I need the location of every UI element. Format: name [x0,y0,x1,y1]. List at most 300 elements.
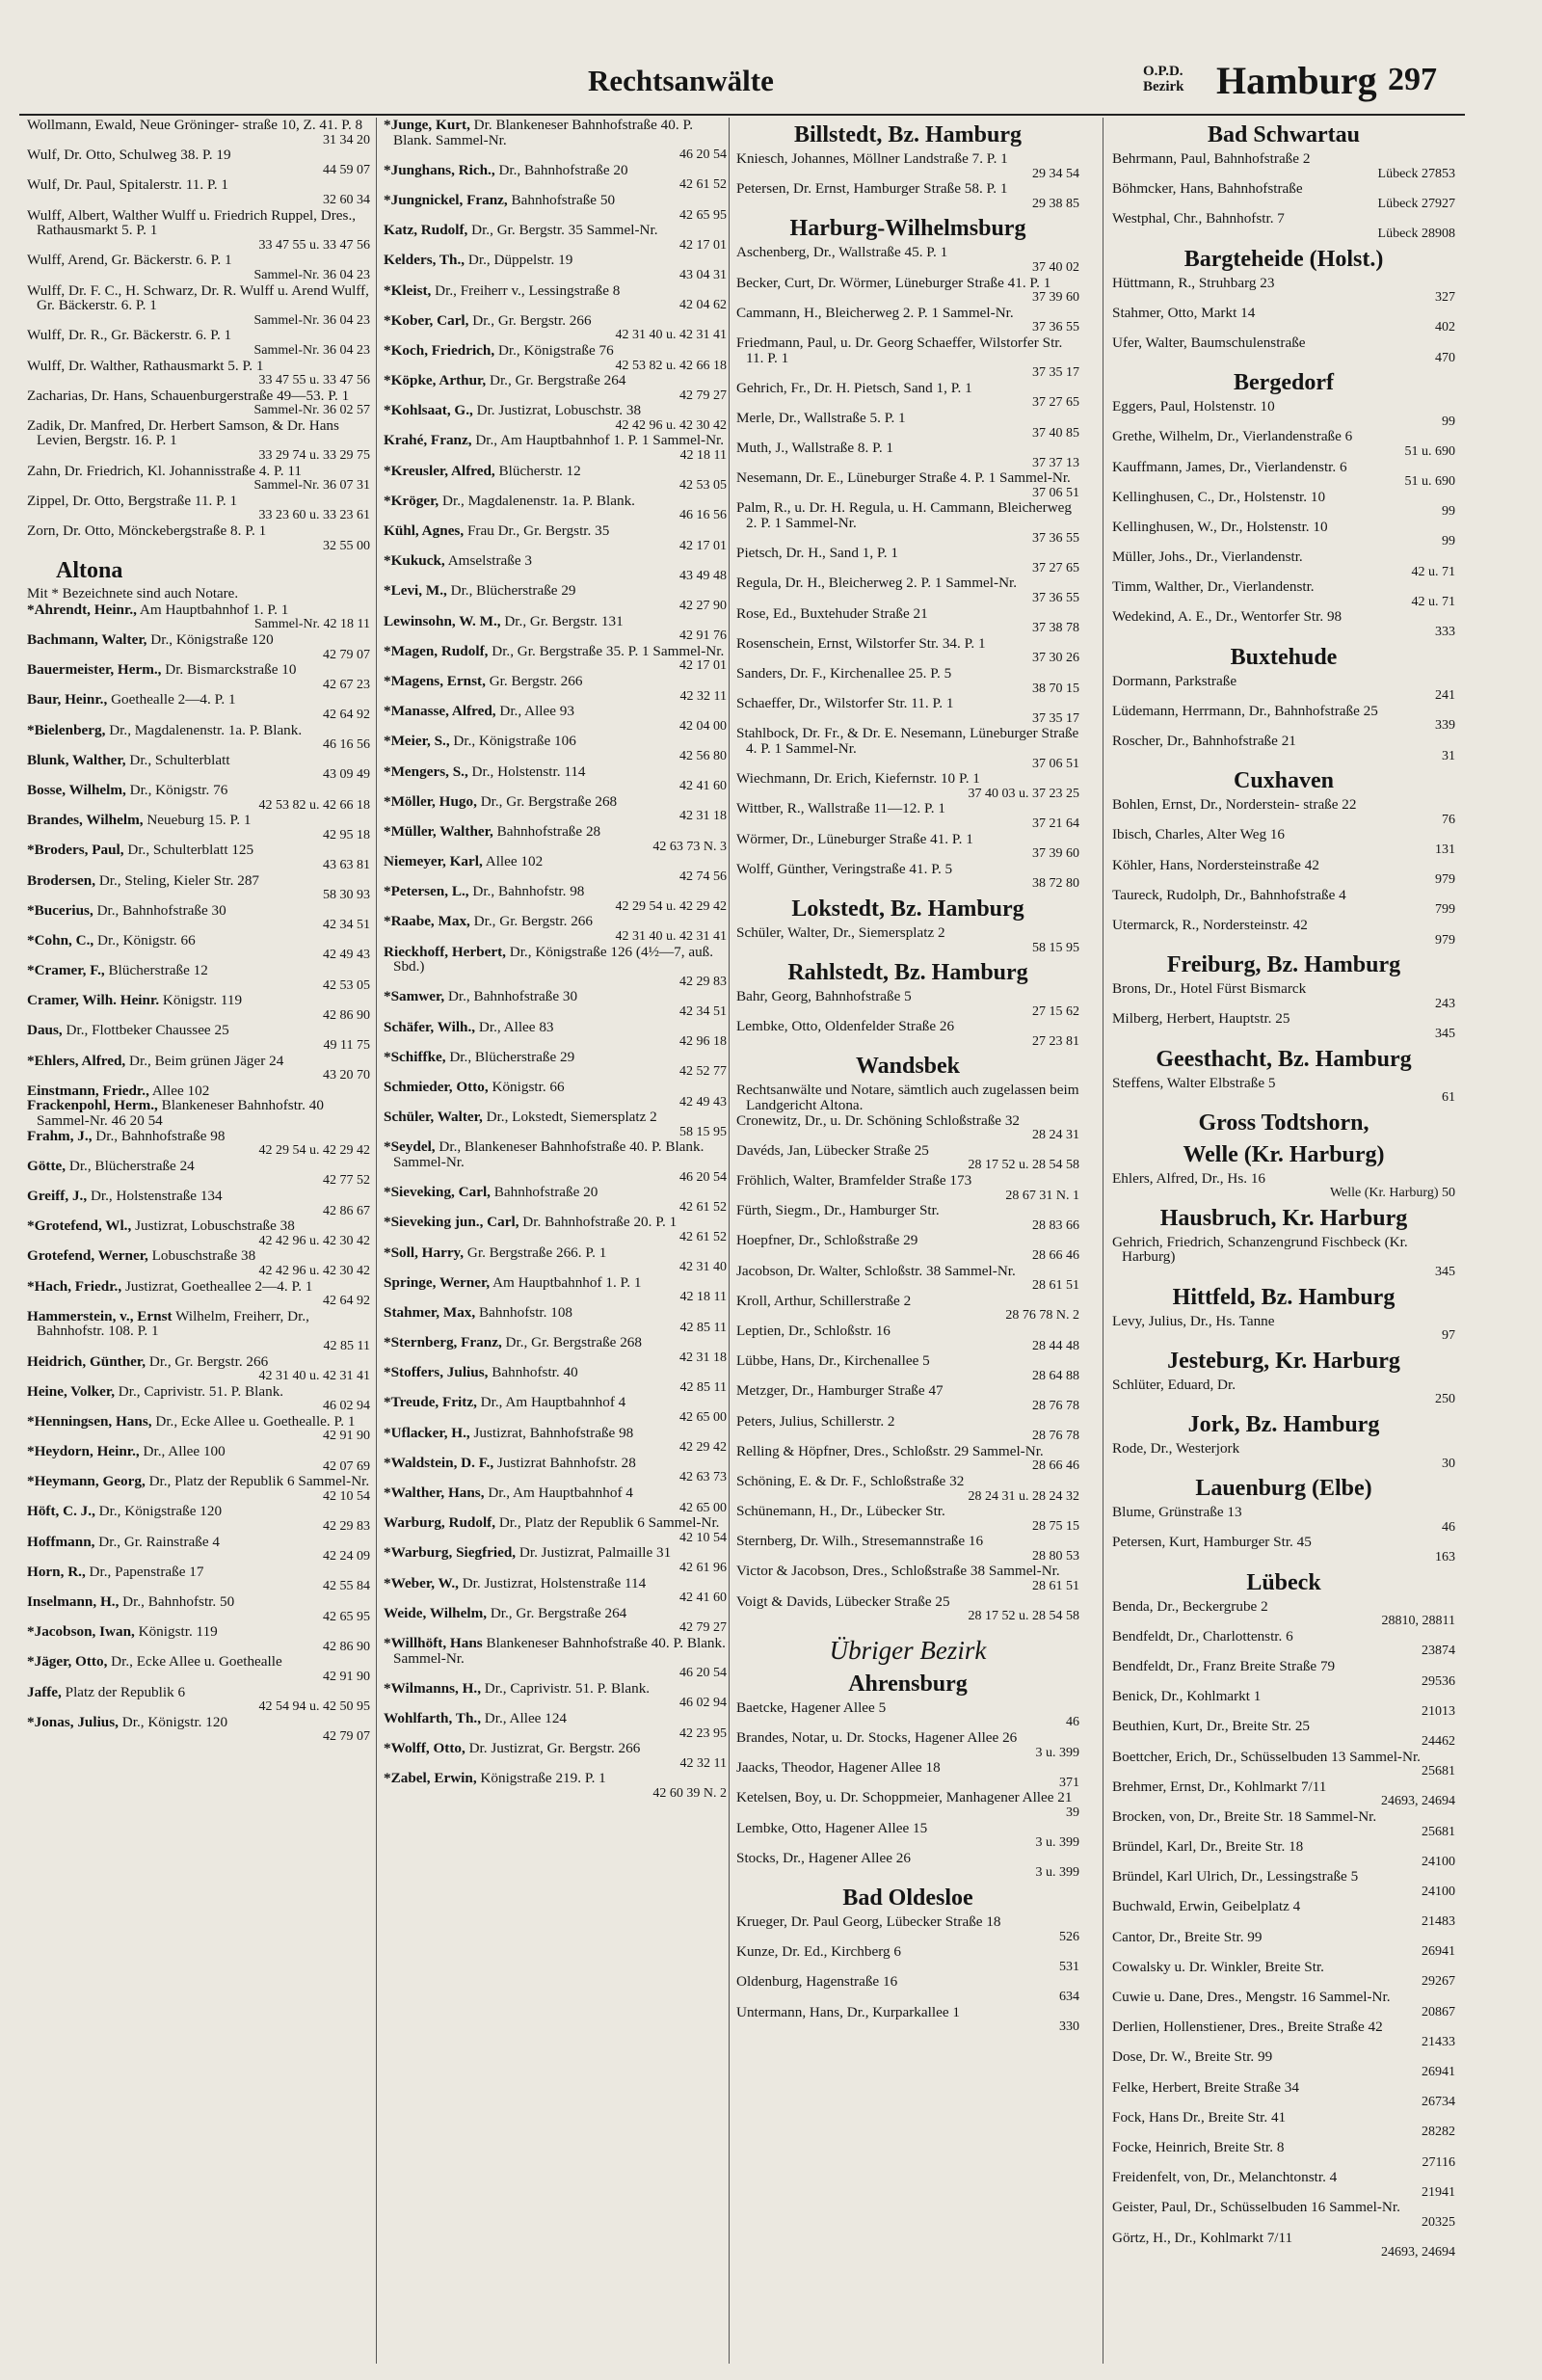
directory-entry [736,1504,1079,1534]
phone-number: 42 31 18 [679,1350,727,1365]
directory-entry [384,1681,727,1711]
entry-name: *Sieveking jun., Carl, [384,1214,519,1231]
phone-number: 42 61 52 [679,1229,727,1244]
entry-text: Hoepfner, Dr., Schloßstraße 29 [736,1232,918,1249]
entry-address: Blankeneser Bahnhofstraße 40. P. Blank. Sammel-Nr. [393,117,694,148]
phone-number: 61 [1442,1090,1455,1106]
entry-text: Stahlbock, Dr. Fr., & Dr. E. Nesemann, Lüneburger Straße 4. P. 1 [736,725,1079,757]
entry-text: Dr., Königstraße 120 [150,631,274,648]
entry-text: Behrmann, Paul, Bahnhofstraße 2 [1112,150,1311,167]
directory-entry [27,494,370,523]
phone-number: 29267 [1422,1974,1455,1990]
entry-address: P. Blank. [582,492,635,509]
directory-entry [736,151,1079,181]
entry-text: Brandes, Notar, u. Dr. Stocks, Hagener Allee 26 [736,1729,1018,1747]
entry-name: Greiff, J., [27,1187,88,1204]
phone-number: 42 63 73 N. 3 [652,839,727,854]
phone-number: 42 18 11 [679,1290,727,1305]
entry-address: P. 1 [932,695,954,712]
entry-text: Görtz, H., Dr., Kohlmarkt 7/11 [1112,2229,1293,2246]
directory-entry [736,862,1079,892]
entry-address: Wulff u. Arend Wulff, Gr. Bäckerstr. 6. P. 1 [37,281,369,314]
entry-text: Nesemann, Dr. E., Lüneburger Straße [736,469,957,487]
entry-text: Rechtsanwälte und Notare, sämtlich auch zugelassen beim Landgericht Altona. [736,1082,1079,1114]
directory-entry [1112,797,1455,827]
directory-entry [27,1594,370,1624]
phone-number: 42 85 11 [679,1379,727,1395]
phone-number: 42 91 90 [323,1669,370,1684]
entry-text: Bründel, Karl, Dr., Breite Str. 18 [1112,1838,1304,1856]
entry-text: Lüdemann, Herrmann, Dr., Bahnhofstraße 25 [1112,702,1378,719]
entry-text: Ibisch, Charles, Alter Weg 16 [1112,826,1286,843]
section-heading: Hausbruch, Kr. Harburg [1159,1205,1408,1231]
phone-number: 250 [1435,1392,1455,1407]
entry-text: Dr., Steling, Kieler [98,871,210,889]
entry-text: Friedmann, Paul, u. Dr. Georg Schaeffer, Wilstorfer Str. 11. P. 1 [736,334,1063,366]
directory-entry [736,832,1079,862]
entry-text: Blücherstraße 12 [108,962,208,979]
entry-text: Dr., Allee 83 [478,1018,554,1035]
phone-number: 42 31 40 [679,1260,727,1275]
entry-address: P. 5 [931,860,953,877]
directory-entry [27,1189,370,1218]
entry-name: Horn, R., [27,1563,86,1580]
entry-text: Kroll, Arthur, Schillerstraße 2 [736,1292,912,1309]
directory-entry [27,418,370,464]
entry-text: Dr., Bahnhofstraße 20 [498,161,628,178]
entry-name: Daus, [27,1022,63,1039]
entry-address: Sammel-Nr. [988,1563,1060,1580]
entry-name: Höft, C. J., [27,1503,95,1520]
entry-text: Regula, Dr. H., Bleicherweg 2. P. 1 [736,575,943,592]
directory-entry [27,1654,370,1684]
directory-entry [1112,1599,1455,1629]
directory-entry [1112,609,1455,639]
directory-entry [1112,335,1455,365]
entry-text: Zacharias, Dr. Hans, Schauenburgerstraße 49—53. P. 1 [27,387,350,404]
entry-name: Wohlfarth, Th., [384,1709,481,1726]
entry-text: Blankeneser [161,1097,234,1114]
entry-name: Stahmer, Max, [384,1303,476,1321]
directory-entry [736,1294,1079,1324]
entry-text: Freidenfelt, von, Dr., Melanchtonstr. 4 [1112,2169,1338,2186]
entry-text: Gehrich, Friedrich, Schanzengrund [1112,1233,1318,1250]
directory-entry [736,245,1079,275]
directory-entry [736,1534,1079,1564]
section-heading: Lauenburg (Elbe) [1195,1476,1372,1502]
directory-entry [27,662,370,692]
entry-address: Sammel-Nr. [393,1649,465,1667]
directory-entry [1112,1750,1455,1779]
directory-entry [27,118,370,147]
entry-text: Dr., Am Hauptbahnhof 4 [488,1484,633,1502]
entry-name: *Soll, Harry, [384,1243,465,1261]
entry-text: Boettcher, Erich, Dr., Schüsselbuden [1112,1748,1328,1765]
phone-number: 46 20 54 [679,1666,727,1681]
entry-text: Dr., Magdalenenstr. [109,721,226,738]
directory-entry [736,181,1079,211]
phone-number: 42 79 07 [323,1729,370,1745]
entry-text: Dr., Gr. Bergstraße 35. P. 1 Sammel-Nr. [492,642,725,659]
phone-number: 25681 [1422,1764,1455,1779]
entry-name: *Kreusler, Alfred, [384,462,495,479]
directory-entry [384,884,727,914]
entry-text: Gehrich, Fr., Dr. H. Pietsch, Sand 1, [736,379,947,396]
entry-text: Ketelsen, Boy, u. Dr. Schoppmeier, [736,1789,943,1806]
phone-number: 42 85 11 [679,1320,727,1335]
entry-name: *Sternberg, Franz, [384,1334,502,1351]
phone-number: 42 31 40 u. 42 31 41 [615,929,727,945]
phone-number: 42 61 52 [679,1199,727,1215]
directory-entry [27,1444,370,1474]
directory-entry [384,1020,727,1050]
entry-text: Dr., Caprivistr. 51. P. Blank. [484,1679,651,1697]
phone-number: 163 [1435,1550,1455,1564]
phone-number: 799 [1435,902,1455,918]
column-4 [1112,118,1455,2260]
entry-name: Schäfer, Wilh., [384,1018,476,1035]
phone-number: 42 10 54 [679,1530,727,1545]
entry-name: *Kröger, [384,492,439,509]
phone-number: 42 53 82 u. 42 66 18 [258,797,370,813]
entry-text: Fürth, Siegm., Dr., Hamburger Str. [736,1202,940,1219]
entry-text: Platz der Republik 6 [65,1683,186,1700]
entry-name: Bauermeister, Herm., [27,661,162,679]
phone-number: 42 32 11 [679,1755,727,1771]
directory-entry [384,945,727,990]
entry-name: *Treude, Fritz, [384,1394,477,1411]
entry-text: Palm, R., u. Dr. H. Regula, u. H. [736,499,927,517]
phone-number: 345 [1435,1026,1455,1041]
directory-entry [1112,181,1455,211]
entry-text: Dr., Ecke [155,1412,211,1430]
entry-name: *Magen, Rudolf, [384,642,489,659]
directory-entry [384,1711,727,1741]
directory-entry [1112,1689,1455,1719]
entry-name: *Kukuck, [384,552,445,570]
phone-number: 42 64 92 [323,1294,370,1309]
entry-text: Becker, Curt, Dr. Wörmer, Lüneburger Straße 41. P. 1 [736,274,1051,291]
entry-text: Stocks, Dr., Hagener Allee 26 [736,1849,911,1866]
phone-number: Sammel-Nr. 36 04 23 [253,312,370,328]
phone-number: 42 24 09 [323,1549,370,1564]
entry-text: Metzger, Dr., Hamburger Straße 47 [736,1382,944,1400]
directory-entry [1112,1441,1455,1471]
entry-name: *Ehlers, Alfred, [27,1052,126,1069]
section-heading: Bad Schwartau [1207,122,1361,147]
section-heading: Cuxhaven [1233,768,1335,794]
entry-address: Sammel-Nr. [586,222,658,239]
phone-number: 42 61 52 [679,177,727,193]
directory-entry [27,1129,370,1159]
entry-address: Fischbeck (Kr. Harburg) [1122,1233,1408,1266]
directory-entry [27,523,370,553]
entry-text: Köhler, Hans, Nordersteinstraße 42 [1112,856,1319,873]
entry-name: Niemeyer, Karl, [384,853,483,870]
entry-text: Dr. Justizrat, Gr. Bergstr. 266 [468,1740,641,1757]
directory-entry [27,1083,370,1099]
entry-name: *Müller, Walther, [384,822,493,840]
entry-name: *Sieveking, Carl, [384,1184,491,1201]
entry-text: Zippel, Dr. Otto, Bergstraße 11. P. 1 [27,492,238,509]
directory-entry [27,208,370,254]
entry-text: Dr. [522,1214,542,1231]
phone-number: 333 [1435,625,1455,640]
phone-number: 31 34 20 [323,132,370,147]
directory-entry [1112,490,1455,520]
directory-entry [1112,2049,1455,2079]
entry-text: Lembke, Otto, Oldenfelder Straße 26 [736,1018,955,1035]
phone-number: 371 [1059,1775,1079,1790]
phone-number: 28810, 28811 [1381,1614,1455,1629]
directory-entry [736,1944,1079,1974]
entry-text: Neueburg 15. [146,812,226,829]
phone-number: 37 06 51 [1032,756,1079,771]
entry-name: Kelders, Th., [384,252,465,269]
entry-text: Pietsch, Dr. H., Sand 1, P. 1 [736,545,898,562]
directory-entry [736,575,1079,605]
entry-text: Dr. Justizrat, Lobuschstr. 38 [476,402,642,419]
directory-entry [1112,1869,1455,1899]
phone-number: 42 u. 71 [1411,564,1455,579]
entry-name: *Walther, Hans, [384,1484,485,1502]
directory-entry [27,1098,370,1128]
entry-name: *Manasse, Alfred, [384,703,496,720]
directory-entry [27,1414,370,1444]
phone-number: 31 [1442,748,1455,763]
entry-name: *Raabe, Max, [384,913,470,930]
entry-address: Allee u. Goethealle. P. 1 [213,1412,356,1430]
phone-number: 58 30 93 [323,888,370,903]
phone-number: 44 59 07 [323,162,370,177]
directory-entry [1112,1629,1455,1659]
entry-text: Justizrat, Goetheallee 2—4. P. 1 [124,1277,313,1295]
phone-number: 42 79 27 [679,388,727,403]
directory-entry [384,614,727,644]
entry-text: Dr., Ecke Allee u. [111,1653,216,1671]
directory-entry [736,1790,1079,1820]
directory-entry [1112,1235,1455,1280]
entry-name: *Petersen, L., [384,883,469,900]
directory-entry [1112,1505,1455,1535]
directory-entry [736,2005,1079,2035]
entry-text: Wulf, Dr. Otto, Schulweg 38. P. 19 [27,147,231,164]
entry-text: Rosenschein, Ernst, Wilstorfer Str. [736,634,940,652]
phone-number: 33 47 55 u. 33 47 56 [258,373,370,388]
phone-number: 241 [1435,688,1455,704]
entry-name: Brodersen, [27,871,96,889]
directory-entry [27,842,370,872]
phone-number: 97 [1442,1328,1455,1344]
phone-number: 29 34 54 [1032,166,1079,181]
section-heading: Ahrensburg [848,1671,968,1697]
phone-number: 42 96 18 [679,1034,727,1050]
entry-address: 1a. P. Blank. [227,721,303,738]
entry-text: Dr., Am Hauptbahnhof 4 [480,1394,626,1411]
directory-entry [736,276,1079,306]
phone-number: 28 66 46 [1032,1458,1079,1474]
phone-number: Sammel-Nr. 36 04 23 [253,267,370,282]
entry-text: Cuwie u. Dane, Dres., Mengstr. 16 [1112,1989,1316,2006]
phone-number: Sammel-Nr. 36 04 23 [253,342,370,358]
directory-entry [27,1159,370,1189]
entry-text: Wulff, Dr. Walther, Rathausmarkt 5. [27,357,239,374]
entry-text: Wulff, Dr. F. C., H. Schwarz, Dr. R. [27,281,237,299]
directory-entry [1112,429,1455,459]
directory-entry [1112,2080,1455,2110]
entry-address: Sammel-Nr. [1305,1807,1377,1825]
directory-entry [736,1700,1079,1730]
entry-text: Dr., Freiherr v., Lessingstraße 8 [435,281,621,299]
entry-text: Dose, Dr. W., Breite Str. 99 [1112,2048,1273,2066]
directory-entry [27,1248,370,1278]
directory-entry [27,602,370,632]
entry-text: Königstr. 119 [138,1623,218,1641]
entry-address: Straße 42 [1326,2019,1383,2036]
entry-name: *Bucerius, [27,901,93,919]
entry-text: Dr., Blücherstraße 24 [68,1157,195,1174]
directory-entry [1112,1171,1455,1201]
section-heading: Bad Oldesloe [842,1885,973,1911]
entry-address: Sammel-Nr. [393,1153,465,1170]
phone-number: 21013 [1422,1703,1455,1719]
entry-text: Amselstraße 3 [447,552,533,570]
section-note: Mit * Bezeichnete sind auch Notare. [27,586,239,602]
entry-text: Dr., Allee 100 [143,1443,226,1460]
entry-text: Benda, Dr., Beckergrube 2 [1112,1597,1268,1615]
phone-number: 29536 [1422,1673,1455,1689]
directory-entry [736,1113,1079,1143]
phone-number: 42 79 27 [679,1620,727,1636]
phone-number: 42 10 54 [323,1488,370,1504]
entry-text: Lobuschstraße 38 [151,1247,256,1265]
entry-address: 51. P. Blank. [208,1382,284,1400]
section-heading: Bargteheide (Holst.) [1183,246,1384,272]
entry-address: Elbstraße 5 [1209,1074,1276,1091]
phone-number: 42 31 40 u. 42 31 41 [615,328,727,343]
entry-name: *Junghans, Rich., [384,161,495,178]
directory-entry [736,606,1079,636]
entry-text: Blankeneser Bahnhofstraße 40. P. Blank. [486,1634,726,1651]
phone-number: 42 77 52 [323,1173,370,1189]
phone-number: 37 39 60 [1032,290,1079,306]
directory-entry [27,1279,370,1309]
entry-text: Dr., Gr. Bergstr. 131 [504,612,624,629]
directory-entry [1112,1377,1455,1407]
phone-number: 26941 [1422,1944,1455,1960]
directory-entry [736,1760,1079,1790]
entry-text: Roscher, Dr., Bahnhofstraße 21 [1112,733,1296,749]
directory-entry [736,1444,1079,1474]
phone-number: 42 34 51 [679,1004,727,1020]
entry-text: Sanders, Dr. F., Kirchenallee 25. P. 5 [736,665,952,682]
phone-number: 37 35 17 [1032,710,1079,726]
entry-text: Dr., Königstraße 76 [497,341,614,359]
directory-entry [384,1771,727,1801]
directory-entry [384,1050,727,1080]
directory-entry [384,223,727,253]
entry-text: Levy, Julius, Dr., Hs. Tanne [1112,1312,1275,1329]
entry-text: Timm, Walther, Dr., Vierlandenstr. [1112,578,1315,596]
entry-text: Dr., Allee 124 [484,1709,568,1726]
section-heading: Welle (Kr. Harburg) [1183,1141,1385,1167]
directory-entry [736,726,1079,771]
phone-number: 33 29 74 u. 33 29 75 [258,448,370,464]
entry-text: Bahnhofstraße 28 [496,822,601,840]
entry-text: Dr., Schulterblatt 125 [127,842,254,859]
entry-address: straße 22 [1303,796,1357,814]
entry-text: Davéds, Jan, Lübecker Straße 25 [736,1141,929,1159]
directory-entry [384,1485,727,1515]
entry-text: Dr., Holstenstr. 114 [471,762,586,780]
entry-text: Dr., Holstenstraße 134 [90,1187,223,1204]
directory-entry [384,523,727,553]
phone-number: 99 [1442,534,1455,549]
entry-address: Cammann, Bleicherweg 2. P. 1 Sammel-Nr. [746,499,1072,532]
directory-entry [736,1821,1079,1851]
directory-entry [1112,1930,1455,1960]
phone-number: 42 55 84 [323,1579,370,1594]
phone-number: 42 41 60 [679,779,727,794]
directory-entry [384,1110,727,1139]
entry-text: Dr., Gr. Bergstraße 268 [505,1334,642,1351]
directory-entry [27,177,370,207]
section-heading: Rahlstedt, Bz. Hamburg [787,960,1028,986]
phone-number: 43 04 31 [679,267,727,282]
directory-entry [27,253,370,282]
entry-text: Kellinghusen, W., Dr., Holstenstr. 10 [1112,518,1328,535]
entry-name: *Zabel, Erwin, [384,1770,477,1787]
phone-number: 3 u. 399 [1035,1865,1079,1881]
directory-entry [736,925,1079,955]
directory-entry [384,734,727,763]
section-heading: Billstedt, Bz. Hamburg [793,122,1022,147]
directory-entry [384,1215,727,1244]
entry-text: Dr., Bahnhofstr. 50 [122,1593,235,1610]
phone-number: 28 76 78 [1032,1398,1079,1413]
phone-number: 99 [1442,414,1455,429]
entry-text: Dr., Blankeneser Bahnhofstraße 40. P. Blank. [439,1138,705,1156]
phone-number: 28282 [1422,2125,1455,2140]
entry-name: Schmieder, Otto, [384,1079,489,1095]
directory-entry [384,118,727,163]
entry-name: *Schiffke, [384,1048,446,1065]
phone-number: 42 65 95 [679,207,727,223]
directory-entry [736,989,1079,1019]
phone-number: 37 27 65 [1032,395,1079,411]
entry-text: Dr., Beim grünen [129,1052,231,1069]
directory-entry [27,783,370,813]
phone-number: 42 04 62 [679,298,727,313]
directory-entry [384,163,727,193]
entry-name: Brandes, Wilhelm, [27,812,144,829]
phone-number: 46 [1066,1715,1079,1730]
phone-number: Welle (Kr. Harburg) 50 [1329,1186,1455,1201]
phone-number: 28 66 46 [1032,1248,1079,1263]
directory-entry [1112,211,1455,241]
directory-entry [384,1305,727,1335]
directory-entry [1112,151,1455,181]
directory-entry [1112,276,1455,306]
directory-entry [384,1245,727,1275]
entry-address: Königstr. 119 [162,992,243,1009]
entry-text: Cowalsky u. Dr. Winkler, Breite Str. [1112,1958,1324,1975]
entry-name: *Kober, Carl, [384,311,469,329]
entry-address: 98 [1326,608,1343,626]
entry-text: Justizrat, Bahnhofstraße 98 [473,1424,634,1441]
phone-number: Lübeck 27853 [1377,166,1455,181]
phone-number: 37 30 26 [1032,651,1079,666]
